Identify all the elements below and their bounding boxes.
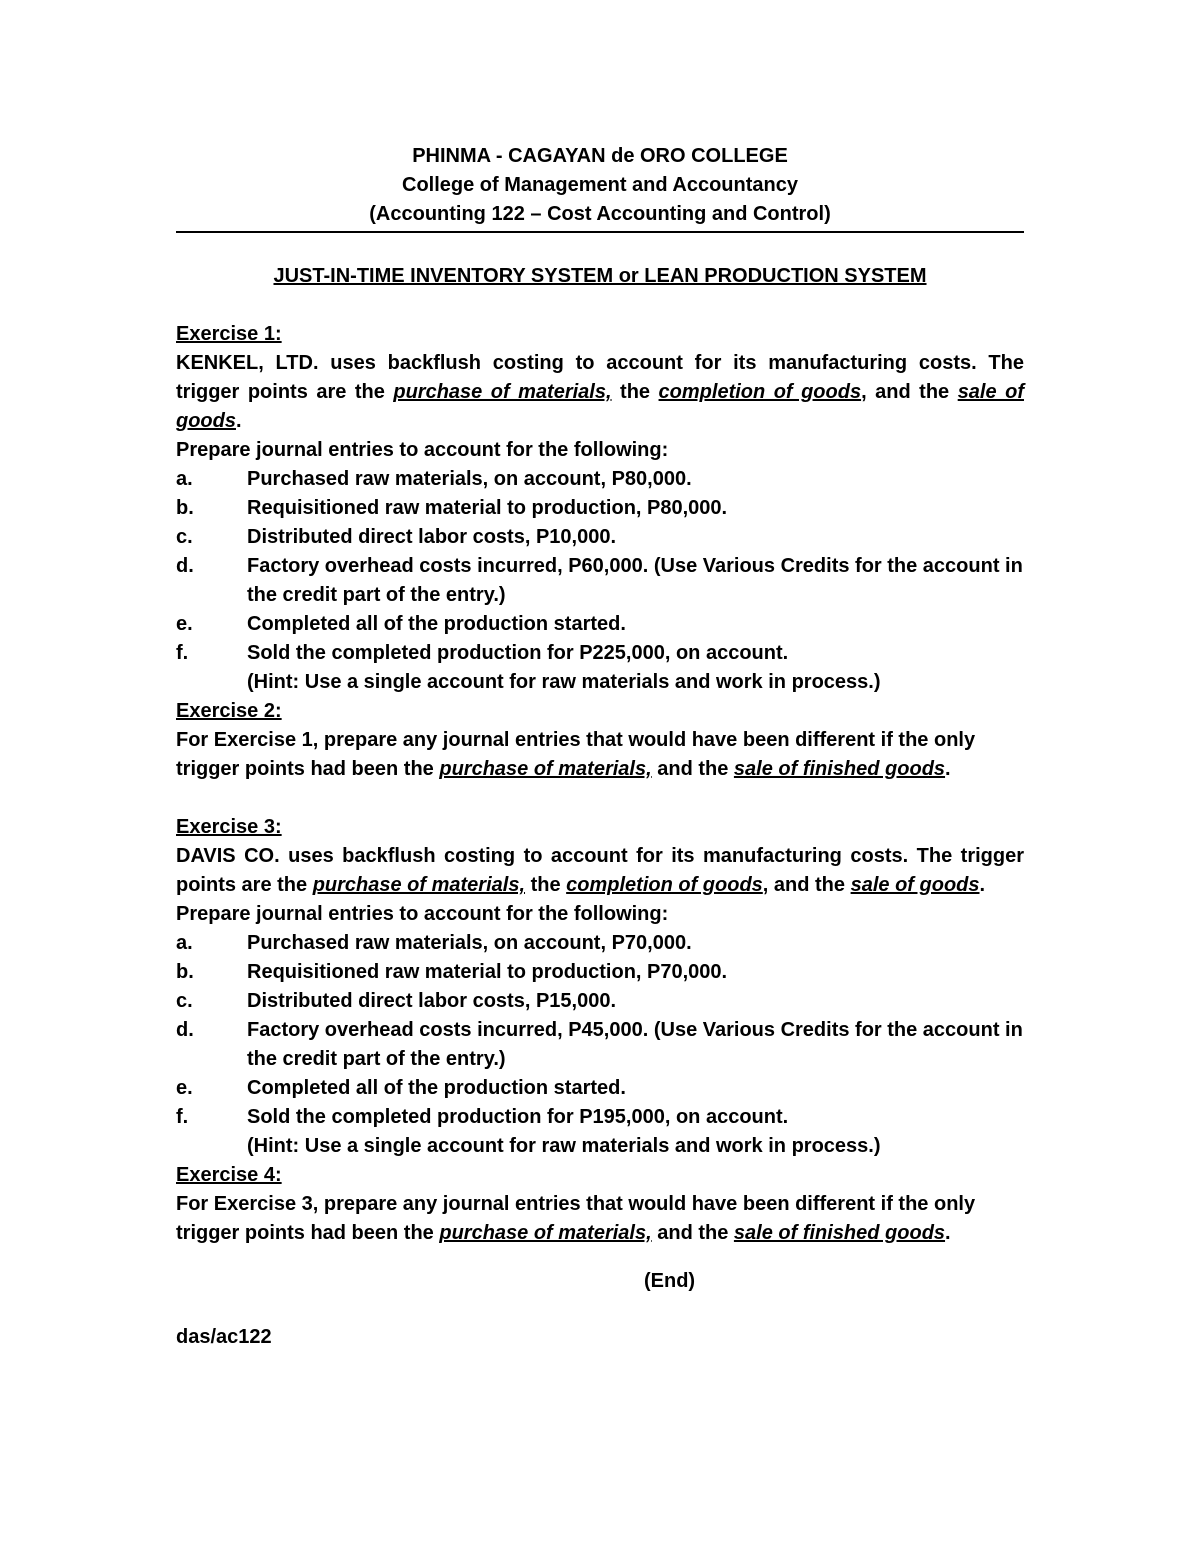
document-page [176, 142, 1024, 1248]
institution-name: PHINMA - CAGAYAN de ORO COLLEGE [412, 145, 788, 167]
trigger-point: completion of goods [566, 874, 763, 896]
item-text: Factory overhead costs incurred, P45,000. (Use Various Credits for the account in the credit part of the entry.) [247, 1019, 1023, 1070]
intro-text: the [525, 874, 567, 896]
exercise-1-hint: (Hint: Use a single account for raw materials and work in process.) [247, 671, 881, 693]
exercise-1-instruction: Prepare journal entries to account for the following: [176, 439, 669, 461]
intro-text: . [979, 874, 986, 896]
exercise-1-heading: Exercise 1: [176, 323, 282, 345]
item-text: Sold the completed production for P225,000, on account. [247, 642, 789, 664]
intro-text: , and the [762, 874, 851, 896]
body-text: . [945, 758, 951, 780]
intro-text: DAVIS CO. uses backflush costing to account for its manufacturing costs. The trigger points are the [176, 845, 1024, 896]
list-item [176, 1074, 1024, 1103]
list-item [176, 1103, 1024, 1132]
list-item [176, 494, 1024, 523]
header-divider [176, 231, 1024, 233]
trigger-point: purchase of materials, [439, 758, 652, 780]
item-letter: f. [176, 1106, 189, 1128]
exercise-3-intro [176, 842, 1024, 900]
list-item [176, 639, 1024, 668]
item-letter: a. [176, 468, 193, 490]
item-letter: f. [176, 642, 189, 664]
item-text: Purchased raw materials, on account, P80,000. [247, 468, 692, 490]
item-text: Sold the completed production for P195,000, on account. [247, 1106, 789, 1128]
spacer [176, 784, 1024, 813]
trigger-point: sale of goods [176, 381, 1024, 432]
intro-text: KENKEL, LTD. uses backflush costing to account for its manufacturing costs. The trigger points are the [176, 352, 1024, 403]
exercise-2-heading: Exercise 2: [176, 700, 282, 722]
item-text: Factory overhead costs incurred, P60,000. (Use Various Credits for the account in the credit part of the entry.) [247, 555, 1023, 606]
list-item [176, 987, 1024, 1016]
list-item [176, 552, 1024, 610]
footer-code: das/ac122 [176, 1326, 272, 1348]
list-item [176, 1016, 1024, 1074]
item-letter: e. [176, 613, 193, 635]
exercise-3-hint: (Hint: Use a single account for raw materials and work in process.) [247, 1135, 881, 1157]
item-text: Distributed direct labor costs, P15,000. [247, 990, 617, 1012]
item-text: Purchased raw materials, on account, P70,000. [247, 932, 692, 954]
exercise-4 [176, 1161, 1024, 1248]
trigger-point: purchase of materials, [439, 1222, 652, 1244]
list-item [176, 465, 1024, 494]
exercise-4-heading: Exercise 4: [176, 1164, 282, 1186]
list-item [176, 958, 1024, 987]
item-text: Distributed direct labor costs, P10,000. [247, 526, 617, 548]
intro-text: , and the [861, 381, 958, 403]
item-letter: b. [176, 497, 194, 519]
item-letter: c. [176, 526, 193, 548]
body-text: . [945, 1222, 951, 1244]
item-text: Requisitioned raw material to production, P80,000. [247, 497, 728, 519]
item-letter: a. [176, 932, 193, 954]
intro-text: the [611, 381, 659, 403]
exercise-1-intro [176, 349, 1024, 436]
list-item [176, 929, 1024, 958]
exercise-2-text [176, 726, 1024, 784]
exercise-3-heading: Exercise 3: [176, 816, 282, 838]
trigger-point: sale of finished goods [733, 758, 946, 780]
trigger-point: purchase of materials, [393, 381, 612, 403]
exercise-3 [176, 813, 1024, 1161]
document-title: JUST-IN-TIME INVENTORY SYSTEM or LEAN PRODUCTION SYSTEM [273, 265, 927, 287]
document-header [176, 142, 1024, 229]
end-marker: (End) [644, 1270, 696, 1292]
trigger-point: completion of goods [658, 381, 862, 403]
item-text: Completed all of the production started. [247, 1077, 626, 1099]
body-text: For Exercise 3, prepare any journal entries that would have been different if the only trigger points had been the [176, 1193, 976, 1244]
college-name: College of Management and Accountancy [402, 174, 798, 196]
exercise-1-items [176, 465, 1024, 668]
exercise-1 [176, 320, 1024, 697]
list-item [176, 610, 1024, 639]
body-text: and the [651, 1222, 734, 1244]
item-text: Requisitioned raw material to production, P70,000. [247, 961, 728, 983]
trigger-point: sale of finished goods [733, 1222, 946, 1244]
exercise-3-instruction: Prepare journal entries to account for the following: [176, 903, 669, 925]
item-letter: e. [176, 1077, 193, 1099]
exercise-2 [176, 697, 1024, 784]
list-item [176, 523, 1024, 552]
item-text: Completed all of the production started. [247, 613, 626, 635]
item-letter: b. [176, 961, 194, 983]
intro-text: . [236, 410, 242, 432]
trigger-point: purchase of materials, [312, 874, 526, 896]
body-text: and the [651, 758, 734, 780]
body-text: For Exercise 1, prepare any journal entries that would have been different if the only trigger points had been the [176, 729, 976, 780]
exercise-3-items [176, 929, 1024, 1132]
course-name: (Accounting 122 – Cost Accounting and Control) [369, 203, 831, 225]
item-letter: c. [176, 990, 193, 1012]
exercise-4-text [176, 1190, 1024, 1248]
trigger-point: sale of goods [850, 874, 980, 896]
item-letter: d. [176, 1019, 194, 1041]
item-letter: d. [176, 555, 194, 577]
